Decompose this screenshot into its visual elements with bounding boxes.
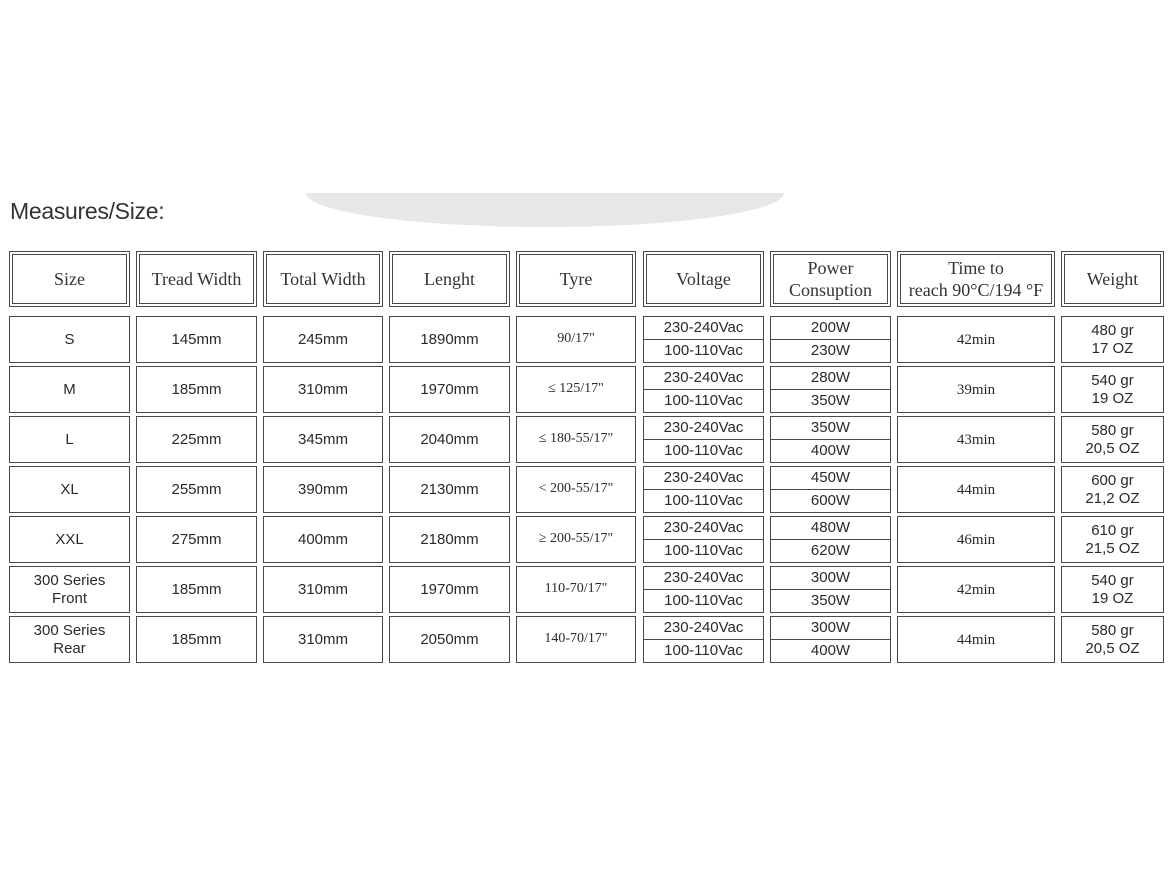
voltage-bottom: 100-110Vac [664,441,743,459]
length-value: 2180mm [420,530,479,548]
length-cell [389,516,510,563]
power-cell [770,466,891,513]
header-power-text-line1: Power [807,257,854,278]
power-top: 300W [771,567,890,590]
header-power-text-line2: Consuption [788,280,872,300]
tyre-value: < 200-55/17" [538,481,614,497]
weight-text [1091,372,1134,408]
tyre-value: 90/17" [557,331,595,347]
length-cell [389,616,510,663]
header-power-text [789,257,872,302]
weight-cell [1061,466,1164,513]
header-time-text [909,257,1043,302]
weight-text-line2: 17 OZ [1091,339,1134,357]
time-cell [897,466,1055,513]
length-cell [389,316,510,363]
size-cell [9,466,130,513]
weight-text-line1: 540 gr [1091,371,1134,389]
tyre-value: 140-70/17" [544,631,608,647]
weight-text [1091,322,1134,358]
time-cell [897,316,1055,363]
size-text [34,572,106,608]
tread-width-value: 185mm [171,630,222,648]
header-voltage [643,251,764,307]
weight-text-line2: 20,5 OZ [1085,639,1140,657]
tyre-value: ≤ 125/17" [548,381,604,397]
power-bottom: 400W [810,441,851,459]
total-width-cell [263,616,383,663]
time-value: 46min [956,531,996,548]
size-text: M [63,380,76,398]
header-time [897,251,1055,307]
size-text: L [65,430,74,448]
header-total-width [263,251,383,307]
size-cell [9,566,130,613]
power-top: 480W [771,517,890,540]
tyre-cell [516,616,636,663]
total-width-value: 310mm [297,630,349,648]
size-text-line1: 300 Series [33,621,106,639]
time-cell [897,616,1055,663]
header-label: Weight [1086,268,1139,289]
time-value: 39min [956,381,996,398]
tread-width-cell [136,466,257,513]
power-cell [770,516,891,563]
tyre-value: 110-70/17" [544,581,608,597]
size-text: XL [60,480,79,498]
size-text-line2: Front [51,589,87,607]
voltage-top: 230-240Vac [644,467,763,490]
weight-text-line1: 480 gr [1091,321,1134,339]
time-value: 44min [956,631,996,648]
weight-text-line1: 580 gr [1091,621,1134,639]
power-cell [770,366,891,413]
total-width-value: 390mm [297,480,349,498]
total-width-value: 400mm [297,530,349,548]
power-bottom: 400W [810,641,851,659]
size-cell [9,616,130,663]
weight-text-line2: 19 OZ [1091,589,1134,607]
power-top: 300W [771,617,890,640]
tyre-cell [516,566,636,613]
voltage-bottom: 100-110Vac [664,591,743,609]
size-cell [9,516,130,563]
power-bottom: 230W [810,341,851,359]
voltage-cell [643,416,764,463]
weight-cell [1061,566,1164,613]
tread-width-cell [136,616,257,663]
size-text: S [64,330,75,348]
power-cell [770,616,891,663]
header-length [389,251,510,307]
tread-width-value: 225mm [171,430,222,448]
voltage-top: 230-240Vac [644,417,763,440]
total-width-cell [263,466,383,513]
weight-text-line1: 600 gr [1091,471,1134,489]
power-bottom: 350W [810,391,851,409]
voltage-top: 230-240Vac [644,567,763,590]
total-width-value: 245mm [297,330,349,348]
length-cell [389,466,510,513]
weight-text [1091,572,1134,608]
tread-width-value: 275mm [171,530,222,548]
voltage-cell [643,616,764,663]
header-label: Voltage [676,268,731,289]
length-value: 1890mm [420,330,479,348]
size-text [34,622,106,658]
weight-cell [1061,366,1164,413]
total-width-cell [263,366,383,413]
tread-width-cell [136,566,257,613]
weight-text [1085,472,1139,508]
tyre-cell [516,416,636,463]
tread-width-cell [136,416,257,463]
voltage-bottom: 100-110Vac [664,541,743,559]
tread-width-value: 185mm [171,580,222,598]
length-cell [389,566,510,613]
tread-width-value: 255mm [171,480,222,498]
header-label: Total Width [280,268,366,289]
voltage-top: 230-240Vac [644,317,763,340]
time-cell [897,516,1055,563]
length-value: 1970mm [420,580,479,598]
voltage-cell [643,316,764,363]
time-value: 42min [956,581,996,598]
power-top: 280W [771,367,890,390]
tread-width-value: 145mm [171,330,222,348]
weight-text-line2: 19 OZ [1091,389,1134,407]
weight-text-line2: 21,5 OZ [1085,539,1140,557]
voltage-top: 230-240Vac [644,517,763,540]
header-size [9,251,130,307]
weight-cell [1061,516,1164,563]
weight-text-line1: 540 gr [1091,571,1134,589]
time-cell [897,416,1055,463]
time-value: 43min [956,431,996,448]
power-bottom: 620W [810,541,851,559]
total-width-cell [263,416,383,463]
size-text-line1: 300 Series [33,571,106,589]
size-cell [9,316,130,363]
total-width-cell [263,516,383,563]
weight-text [1085,622,1139,658]
power-cell [770,316,891,363]
voltage-cell [643,516,764,563]
header-tyre [516,251,636,307]
tyre-cell [516,316,636,363]
total-width-value: 345mm [297,430,349,448]
voltage-cell [643,566,764,613]
power-bottom: 600W [810,491,851,509]
power-top: 450W [771,467,890,490]
total-width-cell [263,566,383,613]
tread-width-cell [136,366,257,413]
length-value: 1970mm [420,380,479,398]
length-value: 2130mm [420,480,479,498]
size-cell [9,416,130,463]
tyre-value: ≥ 200-55/17" [538,531,614,547]
power-top: 200W [771,317,890,340]
header-label: Lenght [424,268,475,289]
header-label: Tyre [559,268,593,289]
weight-text-line2: 21,2 OZ [1085,489,1140,507]
length-value: 2050mm [420,630,479,648]
voltage-bottom: 100-110Vac [664,491,743,509]
page-title: Measures/Size: [10,198,165,224]
size-text-line2: Rear [53,639,86,657]
length-cell [389,416,510,463]
time-cell [897,366,1055,413]
voltage-top: 230-240Vac [644,367,763,390]
power-top: 350W [771,417,890,440]
header-tread-width [136,251,257,307]
voltage-top: 230-240Vac [644,617,763,640]
weight-cell [1061,416,1164,463]
weight-text [1085,422,1139,458]
header-power [770,251,891,307]
voltage-bottom: 100-110Vac [664,391,743,409]
size-cell [9,366,130,413]
time-cell [897,566,1055,613]
tyre-value: ≤ 180-55/17" [538,431,614,447]
header-weight [1061,251,1164,307]
tread-width-cell [136,516,257,563]
decorative-arc [306,193,784,227]
weight-text-line1: 580 gr [1091,421,1134,439]
time-value: 44min [956,481,996,498]
voltage-bottom: 100-110Vac [664,341,743,359]
weight-cell [1061,316,1164,363]
total-width-value: 310mm [297,380,349,398]
power-bottom: 350W [810,591,851,609]
header-time-text-line2: reach 90°C/194 °F [908,280,1044,300]
power-cell [770,416,891,463]
size-text: XXL [55,530,84,548]
length-cell [389,366,510,413]
weight-text [1085,522,1139,558]
weight-cell [1061,616,1164,663]
voltage-bottom: 100-110Vac [664,641,743,659]
header-time-text-line1: Time to [948,257,1004,278]
time-value: 42min [956,331,996,348]
tyre-cell [516,516,636,563]
weight-text-line2: 20,5 OZ [1085,439,1140,457]
length-value: 2040mm [420,430,479,448]
header-label: Tread Width [151,268,242,289]
total-width-cell [263,316,383,363]
tread-width-value: 185mm [171,380,222,398]
tread-width-cell [136,316,257,363]
tyre-cell [516,366,636,413]
header-label: Size [54,268,85,289]
weight-text-line1: 610 gr [1091,521,1134,539]
voltage-cell [643,366,764,413]
tyre-cell [516,466,636,513]
power-cell [770,566,891,613]
total-width-value: 310mm [297,580,349,598]
voltage-cell [643,466,764,513]
